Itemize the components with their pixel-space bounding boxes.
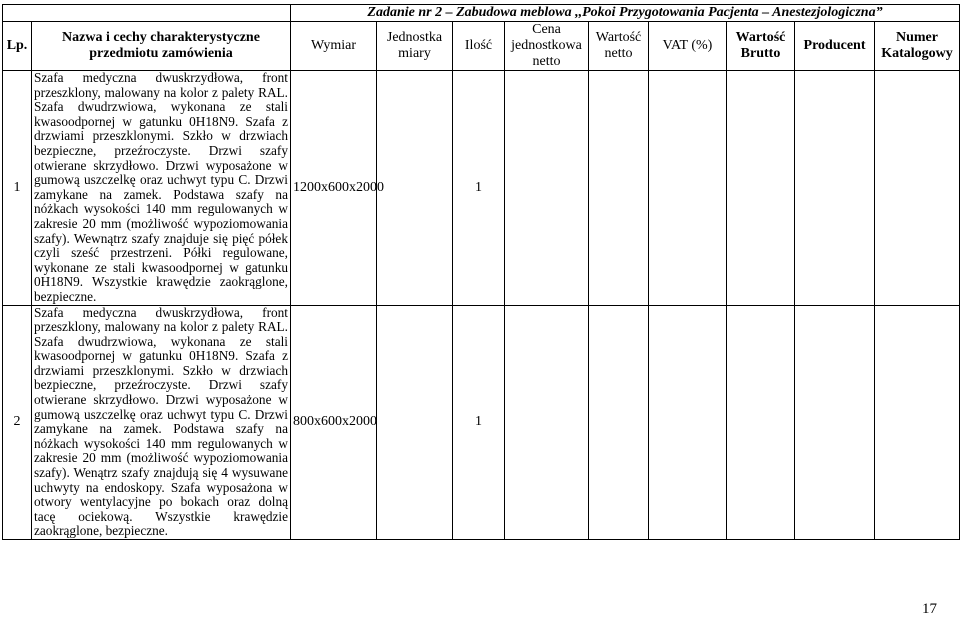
row-unit [377, 71, 453, 306]
row-unit-price-cell[interactable] [505, 71, 589, 306]
row-lp: 2 [3, 305, 32, 540]
row-quantity: 1 [453, 71, 505, 306]
header-net-value: Wartość netto [589, 22, 649, 71]
row-producer-cell[interactable] [795, 305, 875, 540]
row-description: Szafa medyczna dwuskrzydłowa, front przeszklony, malowany na kolor z palety RAL. Szafa dwudrzwiowa, wykonana ze stali kwasoodpornej w gatunku 0H18N9. Szafa z drzwiami przeszklonymi. Szkło w drzwiach bezpieczne, przeźroczyste. Drzwi szafy otwierane skrzydłowo. Drzwi wyposażone w gumową uszczelkę oraz uchwyt typu C. Drzwi zamykane na zamek. Podstawa szafy na nóżkach wysokości 140 mm regulowanych w zakresie 20 mm (możliwość wypoziomowania szafy). Wewnątrz szafy znajduje się pięć półek czyli sześć przestrzeni. Półki regulowane, wykonane ze stali kwasoodpornej w gatunku 0H18N9. Wszystkie krawędzie zaokrąglone, bezpieczne. [32, 71, 291, 306]
header-name: Nazwa i cechy charakterystyczne przedmiotu zamówienia [32, 22, 291, 71]
header-unit-price: Cena jednostkowa netto [505, 22, 589, 71]
header-lp: Lp. [3, 22, 32, 71]
table-title: Zadanie nr 2 – Zabudowa meblowa ,,Pokoi Przygotowania Pacjenta – Anestezjologiczna” [291, 5, 960, 22]
row-lp: 1 [3, 71, 32, 306]
table-row [3, 305, 960, 540]
header-dimension: Wymiar [291, 22, 377, 71]
row-unit-price-cell[interactable] [505, 305, 589, 540]
header-vat: VAT (%) [649, 22, 727, 71]
row-catalog-number-cell[interactable] [875, 71, 960, 306]
row-gross-value-cell[interactable] [727, 71, 795, 306]
row-gross-value-cell[interactable] [727, 305, 795, 540]
row-producer-cell[interactable] [795, 71, 875, 306]
header-catalog-number: Numer Katalogowy [875, 22, 960, 71]
row-unit [377, 305, 453, 540]
header-row [3, 22, 960, 71]
row-vat-cell[interactable] [649, 71, 727, 306]
header-producer: Producent [795, 22, 875, 71]
header-unit: Jednostka miary [377, 22, 453, 71]
title-spacer [3, 5, 291, 22]
row-quantity: 1 [453, 305, 505, 540]
specification-table [2, 4, 960, 540]
row-vat-cell[interactable] [649, 305, 727, 540]
row-net-value-cell[interactable] [589, 71, 649, 306]
header-quantity: Ilość [453, 22, 505, 71]
row-dimension: 1200x600x2000 [291, 71, 377, 306]
table-row [3, 71, 960, 306]
page-number: 17 [922, 601, 937, 617]
row-catalog-number-cell[interactable] [875, 305, 960, 540]
title-row [3, 5, 960, 22]
header-gross-value: Wartość Brutto [727, 22, 795, 71]
row-description: Szafa medyczna dwuskrzydłowa, front przeszklony, malowany na kolor z palety RAL. Szafa dwudrzwiowa, wykonana ze stali kwasoodpornej w gatunku 0H18N9. Szafa z drzwiami przeszklonymi. Szkło w drzwiach bezpieczne, przeźroczyste. Drzwi szafy otwierane skrzydłowo. Drzwi wyposażone w gumową uszczelkę oraz uchwyt typu C. Drzwi zamykane na zamek. Podstawa szafy na nóżkach wysokości 140 mm regulowanych w zakresie 20 mm (możliwość wypoziomowania szafy). Wenątrz szafy znajdują się 4 wysuwane uchwyty na endoskopy. Szafa wyposażona w otwory wentylacyjne po bokach oraz dolną tacę ociekową. Wszystkie krawędzie zaokrąglone, bezpieczne. [32, 305, 291, 540]
row-dimension: 800x600x2000 [291, 305, 377, 540]
row-net-value-cell[interactable] [589, 305, 649, 540]
